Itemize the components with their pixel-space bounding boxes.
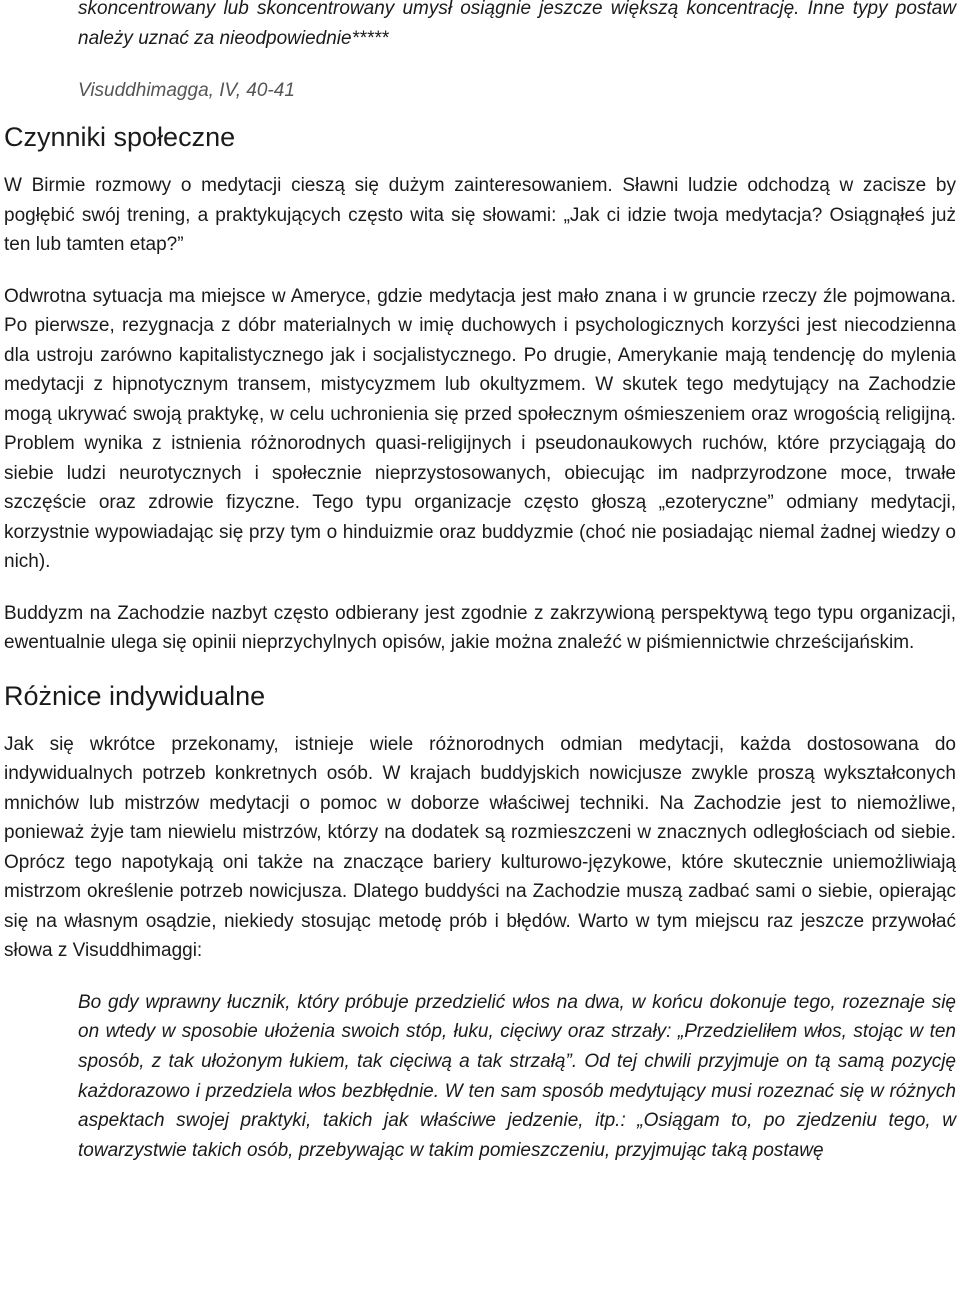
document-page [4, 0, 956, 1166]
paragraph-individual-1: Jak się wkrótce przekonamy, istnieje wiele różnorodnych odmian medytacji, każda dostosowana do indywidualnych potrzeb konkretnych osób. W krajach buddyjskich nowicjusze zwykle proszą wykształconych mnichów lub mistrzów medytacji o pomoc w doborze właściwej techniki. Na Zachodzie jest to niemożliwe, ponieważ żyje tam niewielu mistrzów, którzy na dodatek są rozmieszczeni w znacznych odległościach od siebie. Oprócz tego napotykają oni także na znaczące bariery kulturowo-językowe, które skutecznie uniemożliwiają mistrzom określenie potrzeb nowicjusza. Dlatego buddyści na Zachodzie muszą zadbać sami o siebie, opierając się na własnym osądzie, niekiedy stosując metodę prób i błędów. Warto w tym miejscu raz jeszcze przywołać słowa z Visuddhimaggi: [4, 733, 956, 961]
paragraph-social-1: W Birmie rozmowy o medytacji cieszą się dużym zainteresowaniem. Sławni ludzie odchodzą w zacisze by pogłębić swój trening, a praktykujących często wita się słowami: „Jak ci idzie twoja medytacja? Osiągnąłeś już ten lub tamten etap?” [4, 175, 956, 255]
heading-social-factors: Czynniki społeczne [4, 122, 236, 152]
paragraph-social-3: Buddyzm na Zachodzie nazbyt często odbierany jest zgodnie z zakrzywioną perspektywą tego typu organizacji, ewentualnie ulega się opinii nieprzychylnych opisów, jakie można znaleźć w piśmiennictwie chrześcijańskim. [4, 602, 956, 653]
heading-individual-differences: Różnice indywidualne [4, 680, 266, 711]
quote-top: skoncentrowany lub skoncentrowany umysł osiągnie jeszcze większą koncentrację. Inne typy postaw należy uznać za nieodpowiednie***** [78, 0, 956, 49]
quote-source: Visuddhimagga, IV, 40-41 [78, 80, 295, 101]
paragraph-social-2: Odwrotna sytuacja ma miejsce w Ameryce, gdzie medytacja jest mało znana i w gruncie rzeczy źle pojmowana. Po pierwsze, rezygnacja z dóbr materialnych w imię duchowych i psychologicznych korzyści jest niecodzienna dla ustroju zarówno kapitalistycznego jak i socjalistycznego. Po drugie, Amerykanie mają tendencję do mylenia medytacji z hipnotycznym transem, mistycyzmem lub okultyzmem. W skutek tego medytujący na Zachodzie mogą ukrywać swoją praktykę, w celu uchronienia się przed społecznym ośmieszeniem oraz wrogością religijną. Problem wynika z istnienia różnorodnych quasi-religijnych i pseudonaukowych ruchów, które przyciągają do siebie ludzi neurotycznych i społecznie nieprzystosowanych, obiecując im nadprzyrodzone moce, trwałe szczęście oraz zdrowie fizyczne. Tego typu organizacje często głoszą „ezoteryczne” odmiany medytacji, korzystnie wypowiadając się przy tym o hinduizmie oraz buddyzmie (choć nie posiadając niemal żadnej wiedzy o nich). [4, 285, 956, 572]
quote-bottom: Bo gdy wprawny łucznik, który próbuje przedzielić włos na dwa, w końcu dokonuje tego, rozeznaje się on wtedy w sposobie ułożenia swoich stóp, łuku, cięciwy oraz strzały: „Przedzieliłem włos, stojąc w ten sposób, z tak ułożonym łukiem, tak cięciwą a tak strzałą”. Od tej chwili przyjmuje on tą samą pozycję każdorazowo i przedziela włos bezbłędnie. W ten sam sposób medytujący musi rozeznać się w różnych aspektach swojej praktyki, takich jak właściwe jedzenie, itp.: „Osiągam to, po zjedzeniu tego, w towarzystwie takich osób, przebywając w takim pomieszczeniu, przyjmując taką postawę [78, 991, 956, 1162]
